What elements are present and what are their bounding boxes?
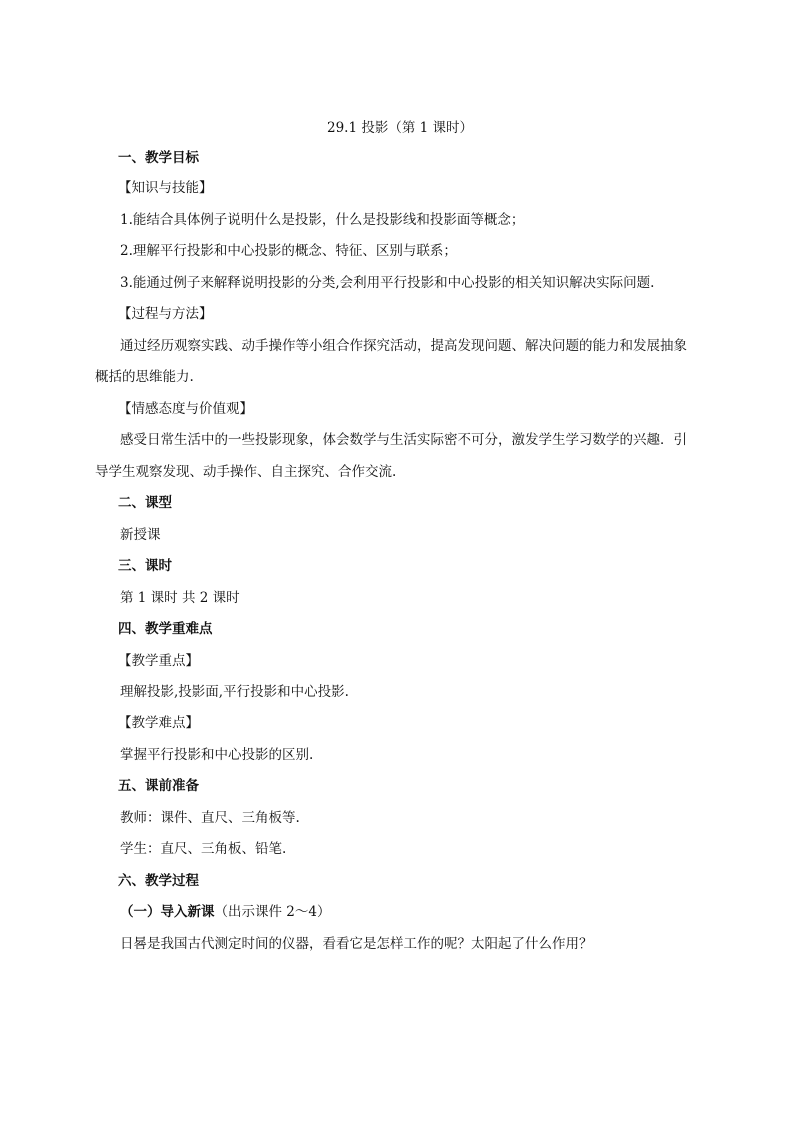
difficult-point-text: 掌握平行投影和中心投影的区别. <box>120 747 314 763</box>
section-heading-preparation: 五、课前准备 <box>118 778 199 794</box>
key-point-text: 理解投影,投影面,平行投影和中心投影. <box>120 684 349 700</box>
subsection-heading <box>120 902 330 922</box>
list-item: 3.能通过例子来解释说明投影的分类,会利用平行投影和中心投影的相关知识解决实际问题. <box>120 275 655 291</box>
paragraph-line: 通过经历观察实践、动手操作等小组合作探究活动，提高发现问题、解决问题的能力和发展抽象 <box>120 338 687 354</box>
label-difficult-point: 【教学难点】 <box>118 715 199 731</box>
periods-text: 第 1 课时 共 2 课时 <box>120 590 240 606</box>
section-heading-objectives: 一、教学目标 <box>118 150 199 166</box>
label-emotion-values: 【情感态度与价值观】 <box>118 401 253 417</box>
list-item: 1.能结合具体例子说明什么是投影，什么是投影线和投影面等概念； <box>120 212 525 228</box>
list-item: 2.理解平行投影和中心投影的概念、特征、区别与联系； <box>120 243 457 259</box>
subsection-note: （出示课件 2～4） <box>214 904 331 920</box>
subsection-title: （一）导入新课 <box>120 904 215 920</box>
document-title: 29.1 投影（第 1 课时） <box>326 120 474 136</box>
section-heading-lesson-type: 二、课型 <box>118 495 172 511</box>
teacher-preparation: 教师：课件、直尺、三角板等. <box>120 810 300 826</box>
paragraph-line: 导学生观察发现、动手操作、自主探究、合作交流. <box>95 464 397 480</box>
label-key-point: 【教学重点】 <box>118 653 199 669</box>
paragraph-line: 概括的思维能力. <box>95 369 194 385</box>
student-preparation: 学生：直尺、三角板、铅笔. <box>120 841 287 857</box>
section-heading-periods: 三、课时 <box>118 558 172 574</box>
lesson-type-text: 新授课 <box>120 527 161 543</box>
paragraph-line: 感受日常生活中的一些投影现象，体会数学与生活实际密不可分，激发学生学习数学的兴趣．引 <box>120 432 687 448</box>
section-heading-process: 六、教学过程 <box>118 873 199 889</box>
section-heading-key-points: 四、教学重难点 <box>118 621 213 637</box>
label-knowledge-skills: 【知识与技能】 <box>118 180 213 196</box>
label-process-methods: 【过程与方法】 <box>118 306 213 322</box>
intro-text: 日晷是我国古代测定时间的仪器，看看它是怎样工作的呢？太阳起了什么作用？ <box>120 936 593 952</box>
